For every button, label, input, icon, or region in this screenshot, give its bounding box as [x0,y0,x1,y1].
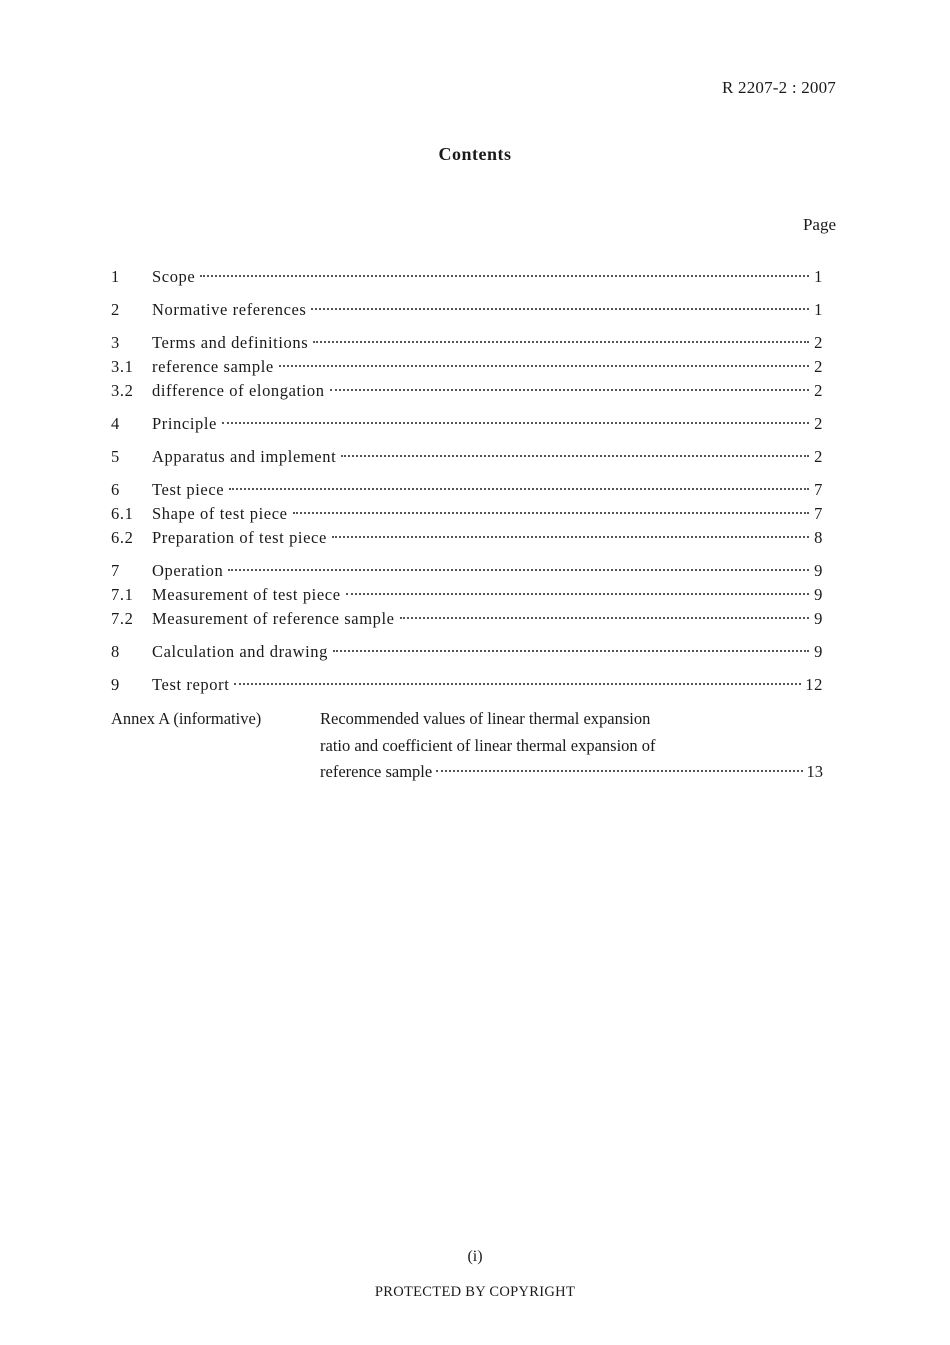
toc-entry-title: Measurement of test piece [152,585,341,604]
annex-title [320,706,823,786]
toc-entry-number: 3.2 [111,381,134,400]
table-of-contents [111,265,823,697]
toc-entry-page: 9 [814,561,823,580]
toc-entry-title: reference sample [152,357,274,376]
toc-entry-number: 7.1 [111,585,134,604]
toc-entry-number: 3.1 [111,357,134,376]
dot-leader [313,341,809,343]
toc-entry-title: Test report [152,675,230,694]
toc-entry-number: 7.2 [111,609,134,628]
dot-leader [341,455,809,457]
toc-entry[interactable] [111,379,823,403]
toc-entry[interactable] [111,355,823,379]
toc-entry-title: Operation [152,561,224,580]
toc-entry-page: 13 [806,762,823,781]
toc-entry-page: 7 [814,504,823,523]
document-id: R 2207-2 : 2007 [722,78,836,97]
toc-entry-page: 7 [814,480,823,499]
toc-entry-title: Shape of test piece [152,504,288,523]
toc-entry-page: 1 [814,267,823,286]
toc-entry[interactable] [111,478,823,502]
toc-entry-page: 9 [814,609,823,628]
dot-leader [222,422,809,424]
dot-leader [293,512,809,514]
dot-leader [228,569,809,571]
toc-entry[interactable] [111,502,823,526]
toc-entry-page: 12 [805,675,823,694]
toc-entry-number: 7 [111,561,120,580]
dot-leader [332,536,809,538]
page-column-label: Page [802,215,836,234]
annex-title-line: reference sample [320,762,433,781]
toc-entry-page: 2 [814,357,823,376]
toc-entry-title: Scope [152,267,196,286]
dot-leader [330,389,809,391]
copyright-notice: PROTECTED BY COPYRIGHT [374,1284,576,1300]
toc-entry-title: Preparation of test piece [152,528,327,547]
dot-leader [311,308,809,310]
toc-entry-number: 1 [111,267,120,286]
toc-entry-page: 2 [814,414,823,433]
annex-title-last-line [320,759,823,786]
toc-entry[interactable] [111,673,823,697]
toc-entry[interactable] [111,607,823,631]
dot-leader [436,770,802,772]
toc-entry-page: 2 [814,381,823,400]
toc-entry[interactable] [111,559,823,583]
dot-leader [200,275,809,277]
toc-entry-title: Terms and definitions [152,333,309,352]
toc-entry-page: 9 [814,585,823,604]
toc-entry[interactable] [111,331,823,355]
toc-entry-number: 6.1 [111,504,134,523]
annex-label: Annex A (informative) [111,709,262,728]
toc-entry-title: Normative references [152,300,307,319]
toc-entry-page: 2 [814,447,823,466]
dot-leader [279,365,809,367]
dot-leader [400,617,809,619]
toc-entry-title: Principle [152,414,217,433]
dot-leader [234,683,801,685]
annex-title-line: Recommended values of linear thermal expansion [320,709,651,728]
toc-entry-number: 5 [111,447,120,466]
toc-entry[interactable] [111,445,823,469]
toc-entry-title: Calculation and drawing [152,642,329,661]
toc-entry-number: 6.2 [111,528,134,547]
toc-entry-page: 2 [814,333,823,352]
toc-entry[interactable] [111,298,823,322]
toc-entry-title: Measurement of reference sample [152,609,395,628]
toc-entry[interactable] [111,583,823,607]
toc-entry-page: 1 [814,300,823,319]
toc-entry[interactable] [111,640,823,664]
dot-leader [333,650,809,652]
toc-entry[interactable] [111,412,823,436]
toc-entry-number: 2 [111,300,120,319]
toc-entry-page: 9 [814,642,823,661]
toc-entry-number: 9 [111,675,120,694]
toc-entry-title: difference of elongation [152,381,325,400]
toc-entry[interactable] [111,526,823,550]
toc-entry-number: 3 [111,333,120,352]
toc-entry[interactable] [111,265,823,289]
toc-entry-page: 8 [814,528,823,547]
toc-entry-title: Apparatus and implement [152,447,337,466]
dot-leader [229,488,809,490]
page-title: Contents [438,144,512,164]
toc-entry-number: 8 [111,642,120,661]
toc-entry-title: Test piece [152,480,225,499]
annex-title-line: ratio and coefficient of linear thermal expansion of [320,735,656,755]
page-number: (i) [467,1248,483,1265]
dot-leader [346,593,809,595]
toc-entry-number: 4 [111,414,120,433]
toc-entry-number: 6 [111,480,120,499]
